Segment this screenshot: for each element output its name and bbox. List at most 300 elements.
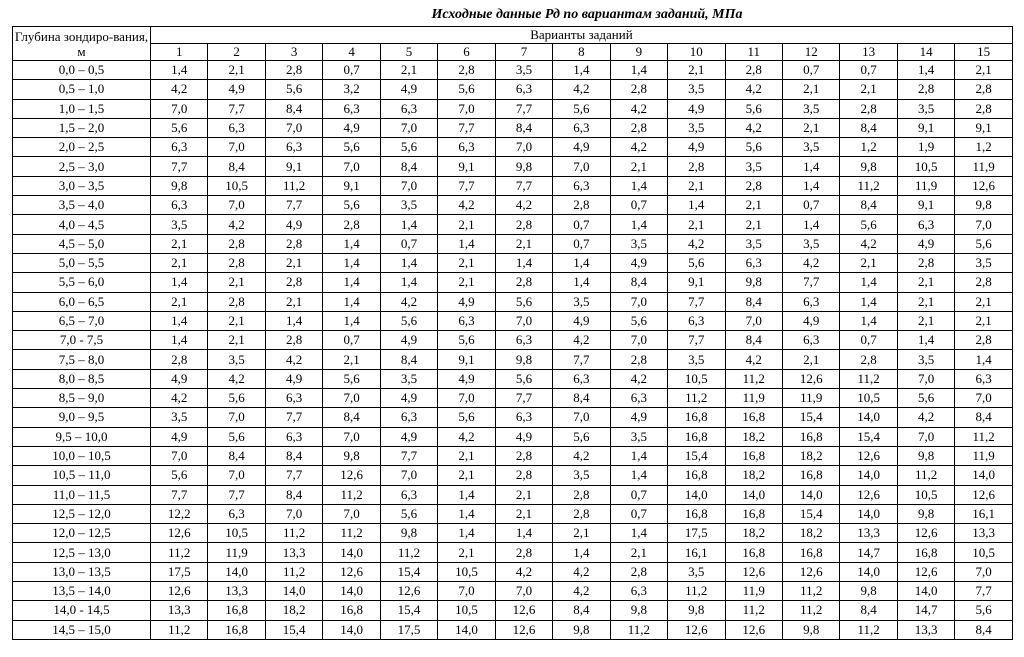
value-cell: 4,9 <box>380 389 437 408</box>
value-cell: 4,2 <box>725 118 782 137</box>
value-cell: 9,8 <box>897 446 954 465</box>
value-cell: 10,5 <box>668 369 725 388</box>
value-cell: 2,8 <box>265 234 322 253</box>
value-cell: 2,1 <box>438 215 495 234</box>
value-cell: 1,4 <box>323 234 380 253</box>
value-cell: 4,9 <box>553 138 610 157</box>
value-cell: 7,0 <box>151 99 208 118</box>
value-cell: 16,8 <box>668 408 725 427</box>
value-cell: 9,8 <box>610 601 667 620</box>
value-cell: 2,1 <box>782 350 839 369</box>
value-cell: 5,6 <box>725 99 782 118</box>
value-cell: 7,0 <box>897 369 954 388</box>
depth-cell: 7,0 - 7,5 <box>13 331 151 350</box>
value-cell: 18,2 <box>725 466 782 485</box>
value-cell: 4,2 <box>438 196 495 215</box>
value-cell: 2,1 <box>782 80 839 99</box>
depth-cell: 6,0 – 6,5 <box>13 292 151 311</box>
value-cell: 3,5 <box>897 99 954 118</box>
table-row <box>13 504 1013 523</box>
value-cell: 11,2 <box>323 485 380 504</box>
value-cell: 14,0 <box>840 562 897 581</box>
value-cell: 14,0 <box>323 582 380 601</box>
value-cell: 14,0 <box>208 562 265 581</box>
value-cell: 6,3 <box>208 504 265 523</box>
depth-cell: 13,5 – 14,0 <box>13 582 151 601</box>
value-cell: 14,0 <box>782 485 839 504</box>
value-cell: 6,3 <box>265 427 322 446</box>
value-cell: 5,6 <box>151 118 208 137</box>
value-cell: 6,3 <box>553 369 610 388</box>
value-cell: 8,4 <box>955 408 1013 427</box>
value-cell: 5,6 <box>840 215 897 234</box>
value-cell: 8,4 <box>725 292 782 311</box>
value-cell: 6,3 <box>610 389 667 408</box>
value-cell: 3,5 <box>553 466 610 485</box>
value-cell: 15,4 <box>840 427 897 446</box>
table-row <box>13 234 1013 253</box>
value-cell: 0,7 <box>610 485 667 504</box>
value-cell: 7,0 <box>438 389 495 408</box>
value-cell: 9,1 <box>438 157 495 176</box>
table-caption: Исходные данные Рд по вариантам заданий, МПа <box>431 7 743 22</box>
value-cell: 7,0 <box>438 582 495 601</box>
value-cell: 11,2 <box>840 176 897 195</box>
table-row <box>13 196 1013 215</box>
value-cell: 1,4 <box>438 524 495 543</box>
value-cell: 2,8 <box>610 80 667 99</box>
value-cell: 2,1 <box>208 331 265 350</box>
value-cell: 1,4 <box>438 485 495 504</box>
value-cell: 1,4 <box>553 253 610 272</box>
value-cell: 2,1 <box>265 292 322 311</box>
value-cell: 4,2 <box>610 99 667 118</box>
value-cell: 2,8 <box>323 215 380 234</box>
value-cell: 2,1 <box>725 215 782 234</box>
value-cell: 18,2 <box>725 524 782 543</box>
value-cell: 12,6 <box>323 466 380 485</box>
table-row <box>13 176 1013 195</box>
value-cell: 17,5 <box>151 562 208 581</box>
value-cell: 6,3 <box>438 311 495 330</box>
variant-header-1: 1 <box>151 44 208 61</box>
value-cell: 9,8 <box>897 504 954 523</box>
value-cell: 15,4 <box>782 504 839 523</box>
value-cell: 7,7 <box>208 99 265 118</box>
value-cell: 12,6 <box>840 485 897 504</box>
value-cell: 1,4 <box>438 234 495 253</box>
variant-header-5: 5 <box>380 44 437 61</box>
value-cell: 1,4 <box>380 273 437 292</box>
value-cell: 2,8 <box>840 350 897 369</box>
value-cell: 0,7 <box>610 196 667 215</box>
value-cell: 6,3 <box>323 99 380 118</box>
value-cell: 4,2 <box>610 369 667 388</box>
value-cell: 9,8 <box>495 350 552 369</box>
depth-cell: 2,5 – 3,0 <box>13 157 151 176</box>
table-row <box>13 292 1013 311</box>
depth-cell: 0,5 – 1,0 <box>13 80 151 99</box>
value-cell: 4,9 <box>782 311 839 330</box>
value-cell: 4,9 <box>208 80 265 99</box>
value-cell: 7,0 <box>495 311 552 330</box>
value-cell: 11,9 <box>955 446 1013 465</box>
value-cell: 1,2 <box>840 138 897 157</box>
table-row <box>13 273 1013 292</box>
value-cell: 2,1 <box>610 157 667 176</box>
value-cell: 13,3 <box>265 543 322 562</box>
value-cell: 2,8 <box>208 253 265 272</box>
value-cell: 12,6 <box>782 562 839 581</box>
value-cell: 2,8 <box>495 215 552 234</box>
value-cell: 7,7 <box>495 176 552 195</box>
value-cell: 8,4 <box>553 389 610 408</box>
depth-cell: 5,5 – 6,0 <box>13 273 151 292</box>
value-cell: 2,1 <box>897 292 954 311</box>
table-row <box>13 408 1013 427</box>
value-cell: 7,0 <box>265 504 322 523</box>
value-cell: 2,1 <box>610 543 667 562</box>
value-cell: 2,1 <box>208 311 265 330</box>
value-cell: 7,7 <box>782 273 839 292</box>
value-cell: 5,6 <box>323 196 380 215</box>
value-cell: 16,8 <box>208 601 265 620</box>
value-cell: 16,8 <box>725 543 782 562</box>
value-cell: 16,8 <box>782 466 839 485</box>
variant-header-11: 11 <box>725 44 782 61</box>
value-cell: 7,0 <box>495 138 552 157</box>
value-cell: 3,5 <box>380 196 437 215</box>
value-cell: 2,8 <box>897 253 954 272</box>
value-cell: 3,5 <box>668 118 725 137</box>
value-cell: 3,5 <box>151 408 208 427</box>
value-cell: 13,3 <box>897 620 954 639</box>
value-cell: 6,3 <box>438 138 495 157</box>
value-cell: 5,6 <box>265 80 322 99</box>
value-cell: 15,4 <box>265 620 322 639</box>
value-cell: 3,5 <box>208 350 265 369</box>
value-cell: 1,4 <box>610 446 667 465</box>
value-cell: 3,2 <box>323 80 380 99</box>
value-cell: 7,0 <box>610 292 667 311</box>
value-cell: 4,9 <box>438 292 495 311</box>
value-cell: 6,3 <box>380 99 437 118</box>
depth-cell: 13,0 – 13,5 <box>13 562 151 581</box>
value-cell: 18,2 <box>782 524 839 543</box>
value-cell: 9,8 <box>782 620 839 639</box>
value-cell: 4,9 <box>668 99 725 118</box>
value-cell: 8,4 <box>840 601 897 620</box>
value-cell: 1,4 <box>782 176 839 195</box>
value-cell: 15,4 <box>380 601 437 620</box>
value-cell: 4,2 <box>840 234 897 253</box>
value-cell: 1,4 <box>782 215 839 234</box>
value-cell: 7,0 <box>380 466 437 485</box>
value-cell: 6,3 <box>610 582 667 601</box>
value-cell: 0,7 <box>782 196 839 215</box>
value-cell: 2,8 <box>495 273 552 292</box>
value-cell: 5,6 <box>438 331 495 350</box>
value-cell: 11,2 <box>151 543 208 562</box>
value-cell: 1,4 <box>265 311 322 330</box>
value-cell: 4,2 <box>151 80 208 99</box>
value-cell: 4,9 <box>380 331 437 350</box>
value-cell: 7,0 <box>897 427 954 446</box>
value-cell: 3,5 <box>668 350 725 369</box>
table-row <box>13 485 1013 504</box>
value-cell: 2,1 <box>955 61 1013 80</box>
value-cell: 1,4 <box>668 196 725 215</box>
variant-header-15: 15 <box>955 44 1013 61</box>
value-cell: 7,7 <box>955 582 1013 601</box>
value-cell: 7,0 <box>438 99 495 118</box>
value-cell: 7,7 <box>438 118 495 137</box>
variant-header-4: 4 <box>323 44 380 61</box>
depth-cell: 11,0 – 11,5 <box>13 485 151 504</box>
value-cell: 16,8 <box>668 466 725 485</box>
value-cell: 4,2 <box>725 350 782 369</box>
value-cell: 11,2 <box>265 524 322 543</box>
value-cell: 3,5 <box>610 427 667 446</box>
variants-group-header: Варианты заданий <box>151 27 1013 44</box>
value-cell: 8,4 <box>380 350 437 369</box>
table-row <box>13 311 1013 330</box>
value-cell: 7,0 <box>955 215 1013 234</box>
value-cell: 5,6 <box>495 292 552 311</box>
variant-header-14: 14 <box>897 44 954 61</box>
value-cell: 15,4 <box>668 446 725 465</box>
value-cell: 5,6 <box>610 311 667 330</box>
value-cell: 8,4 <box>323 408 380 427</box>
value-cell: 9,1 <box>323 176 380 195</box>
value-cell: 2,1 <box>438 253 495 272</box>
value-cell: 2,1 <box>668 176 725 195</box>
value-cell: 5,6 <box>208 427 265 446</box>
value-cell: 13,3 <box>955 524 1013 543</box>
value-cell: 6,3 <box>265 389 322 408</box>
value-cell: 1,4 <box>553 543 610 562</box>
value-cell: 11,2 <box>265 176 322 195</box>
value-cell: 7,0 <box>323 504 380 523</box>
depth-cell: 9,5 – 10,0 <box>13 427 151 446</box>
depth-cell: 10,0 – 10,5 <box>13 446 151 465</box>
value-cell: 4,9 <box>438 369 495 388</box>
value-cell: 11,2 <box>265 562 322 581</box>
value-cell: 8,4 <box>610 273 667 292</box>
value-cell: 11,2 <box>668 582 725 601</box>
value-cell: 1,4 <box>610 176 667 195</box>
table-row <box>13 582 1013 601</box>
value-cell: 6,3 <box>495 80 552 99</box>
value-cell: 9,8 <box>668 601 725 620</box>
table-row <box>13 350 1013 369</box>
value-cell: 14,0 <box>438 620 495 639</box>
value-cell: 2,1 <box>840 80 897 99</box>
value-cell: 2,1 <box>840 253 897 272</box>
value-cell: 15,4 <box>380 562 437 581</box>
value-cell: 7,0 <box>610 331 667 350</box>
value-cell: 1,4 <box>438 504 495 523</box>
value-cell: 16,8 <box>323 601 380 620</box>
value-cell: 14,0 <box>323 620 380 639</box>
value-cell: 2,8 <box>955 99 1013 118</box>
depth-cell: 14,0 - 14,5 <box>13 601 151 620</box>
value-cell: 4,9 <box>380 80 437 99</box>
value-cell: 12,6 <box>495 620 552 639</box>
value-cell: 2,8 <box>553 504 610 523</box>
value-cell: 11,2 <box>610 620 667 639</box>
value-cell: 8,4 <box>208 446 265 465</box>
value-cell: 12,6 <box>782 369 839 388</box>
value-cell: 7,0 <box>265 118 322 137</box>
value-cell: 2,1 <box>782 118 839 137</box>
value-cell: 6,3 <box>265 138 322 157</box>
value-cell: 4,2 <box>897 408 954 427</box>
value-cell: 12,6 <box>725 562 782 581</box>
value-cell: 2,1 <box>151 292 208 311</box>
value-cell: 1,4 <box>782 157 839 176</box>
depth-cell: 5,0 – 5,5 <box>13 253 151 272</box>
value-cell: 11,2 <box>897 466 954 485</box>
value-cell: 9,1 <box>438 350 495 369</box>
value-cell: 2,1 <box>151 253 208 272</box>
value-cell: 7,0 <box>151 446 208 465</box>
value-cell: 1,4 <box>610 215 667 234</box>
value-cell: 10,5 <box>955 543 1013 562</box>
value-cell: 2,1 <box>495 234 552 253</box>
value-cell: 2,1 <box>438 466 495 485</box>
value-cell: 12,6 <box>897 524 954 543</box>
value-cell: 9,8 <box>553 620 610 639</box>
value-cell: 1,4 <box>553 61 610 80</box>
value-cell: 11,2 <box>323 524 380 543</box>
value-cell: 9,8 <box>323 446 380 465</box>
value-cell: 2,1 <box>208 273 265 292</box>
value-cell: 4,9 <box>897 234 954 253</box>
value-cell: 2,8 <box>265 331 322 350</box>
value-cell: 9,1 <box>897 118 954 137</box>
value-cell: 2,1 <box>438 446 495 465</box>
value-cell: 1,4 <box>897 61 954 80</box>
value-cell: 9,8 <box>955 196 1013 215</box>
value-cell: 1,9 <box>897 138 954 157</box>
value-cell: 6,3 <box>782 292 839 311</box>
value-cell: 7,0 <box>323 389 380 408</box>
value-cell: 14,0 <box>725 485 782 504</box>
value-cell: 10,5 <box>438 562 495 581</box>
value-cell: 2,1 <box>668 61 725 80</box>
value-cell: 6,3 <box>553 176 610 195</box>
value-cell: 2,1 <box>323 350 380 369</box>
value-cell: 7,0 <box>323 157 380 176</box>
value-cell: 18,2 <box>725 427 782 446</box>
value-cell: 3,5 <box>553 292 610 311</box>
value-cell: 12,6 <box>840 446 897 465</box>
value-cell: 8,4 <box>840 196 897 215</box>
value-cell: 18,2 <box>265 601 322 620</box>
value-cell: 3,5 <box>380 369 437 388</box>
value-cell: 8,4 <box>495 118 552 137</box>
value-cell: 6,3 <box>955 369 1013 388</box>
value-cell: 8,4 <box>725 331 782 350</box>
value-cell: 11,9 <box>782 389 839 408</box>
value-cell: 3,5 <box>668 80 725 99</box>
value-cell: 8,4 <box>840 118 897 137</box>
table-row <box>13 562 1013 581</box>
value-cell: 9,1 <box>897 196 954 215</box>
value-cell: 11,9 <box>897 176 954 195</box>
value-cell: 4,2 <box>553 446 610 465</box>
table-row <box>13 157 1013 176</box>
value-cell: 14,0 <box>840 466 897 485</box>
value-cell: 12,6 <box>725 620 782 639</box>
value-cell: 14,0 <box>840 408 897 427</box>
value-cell: 2,1 <box>955 292 1013 311</box>
value-cell: 7,0 <box>380 118 437 137</box>
value-cell: 7,7 <box>265 196 322 215</box>
value-cell: 6,3 <box>782 331 839 350</box>
value-cell: 2,1 <box>265 253 322 272</box>
value-cell: 5,6 <box>495 369 552 388</box>
value-cell: 2,8 <box>955 331 1013 350</box>
value-cell: 7,7 <box>495 99 552 118</box>
value-cell: 14,0 <box>668 485 725 504</box>
value-cell: 2,1 <box>495 485 552 504</box>
value-cell: 3,5 <box>151 215 208 234</box>
value-cell: 11,9 <box>208 543 265 562</box>
variant-header-7: 7 <box>495 44 552 61</box>
value-cell: 8,4 <box>265 446 322 465</box>
value-cell: 16,1 <box>668 543 725 562</box>
value-cell: 1,4 <box>323 253 380 272</box>
value-cell: 16,8 <box>725 446 782 465</box>
value-cell: 5,6 <box>380 138 437 157</box>
value-cell: 9,1 <box>668 273 725 292</box>
value-cell: 8,4 <box>208 157 265 176</box>
value-cell: 2,8 <box>955 80 1013 99</box>
value-cell: 12,6 <box>668 620 725 639</box>
value-cell: 11,2 <box>840 620 897 639</box>
value-cell: 7,0 <box>553 157 610 176</box>
value-cell: 7,7 <box>151 485 208 504</box>
value-cell: 7,7 <box>668 331 725 350</box>
value-cell: 3,5 <box>955 253 1013 272</box>
value-cell: 4,2 <box>782 253 839 272</box>
value-cell: 16,1 <box>955 504 1013 523</box>
value-cell: 1,4 <box>495 253 552 272</box>
table-row <box>13 543 1013 562</box>
table-row <box>13 253 1013 272</box>
value-cell: 4,2 <box>208 369 265 388</box>
value-cell: 4,2 <box>438 427 495 446</box>
value-cell: 0,7 <box>553 215 610 234</box>
value-cell: 11,2 <box>725 601 782 620</box>
value-cell: 11,2 <box>380 543 437 562</box>
value-cell: 4,9 <box>553 311 610 330</box>
value-cell: 2,8 <box>208 292 265 311</box>
table-row <box>13 99 1013 118</box>
value-cell: 16,8 <box>208 620 265 639</box>
value-cell: 3,5 <box>610 234 667 253</box>
value-cell: 0,7 <box>840 61 897 80</box>
value-cell: 2,1 <box>897 311 954 330</box>
value-cell: 1,4 <box>955 350 1013 369</box>
depth-cell: 12,0 – 12,5 <box>13 524 151 543</box>
value-cell: 0,7 <box>840 331 897 350</box>
value-cell: 11,2 <box>955 427 1013 446</box>
value-cell: 0,7 <box>610 504 667 523</box>
value-cell: 6,3 <box>208 118 265 137</box>
